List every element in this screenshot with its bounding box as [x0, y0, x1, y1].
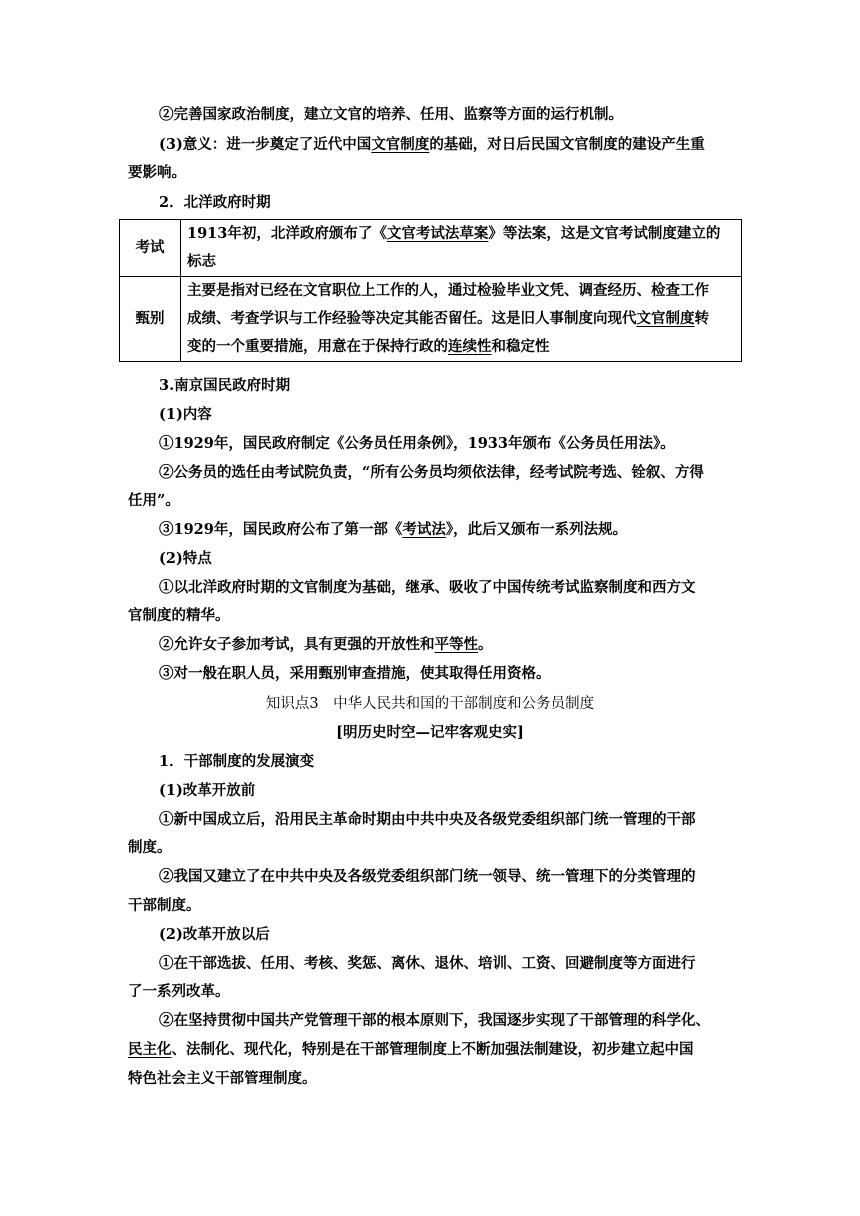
text-segment: ③1929年，国民政府公布了第一部《	[159, 521, 403, 538]
after-reform-2-line-2	[128, 1040, 694, 1060]
screening-line-3	[187, 333, 735, 361]
cadre-heading: 1．干部制度的发展演变	[159, 753, 315, 770]
exam-line-1	[187, 220, 735, 248]
table-row-screening	[120, 277, 742, 362]
table-value-exam	[181, 220, 742, 277]
significance-line-2: 要影响。	[128, 164, 186, 181]
text-segment: 1913年初，北洋政府颁布了《	[187, 225, 387, 242]
underlined-term: 文官考试法草案	[386, 225, 489, 242]
text-segment: 。	[478, 636, 493, 653]
before-reform-1-line-2: 制度。	[128, 839, 172, 856]
after-reform-heading: (2)改革开放以后	[159, 926, 270, 943]
screening-line-1: 主要是指对已经在文官职位上工作的人，通过检验毕业文凭、调查经历、检查工作	[187, 282, 709, 299]
text-segment: 和稳定性	[491, 338, 550, 355]
beiyang-heading: 2．北洋政府时期	[159, 194, 271, 211]
underlined-term: 考试法	[402, 521, 446, 538]
nanjing-feature-3: ③对一般在职人员，采用甄别审查措施，使其取得任用资格。	[159, 665, 551, 682]
before-reform-1-line-1: ①新中国成立后，沿用民主革命时期由中共中央及各级党委组织部门统一管理的干部	[159, 811, 696, 828]
knowledge-point-title: 知识点3 中华人民共和国的干部制度和公务员制度	[265, 696, 595, 712]
text-segment: 的基础，对日后民国文官制度的建设产生重	[429, 136, 705, 153]
underlined-term: 文官制度	[636, 310, 695, 327]
table-value-screening	[181, 277, 742, 362]
nanjing-features-heading: (2)特点	[159, 550, 212, 567]
text-segment: 转	[694, 310, 709, 327]
after-reform-2-line-1: ②在坚持贯彻中国共产党管理干部的根本原则下，我国逐步实现了干部管理的科学化、	[159, 1012, 710, 1029]
nanjing-feature-1-line-2: 官制度的精华。	[128, 607, 230, 624]
underlined-term: 民主化	[128, 1041, 172, 1058]
underlined-term: 连续性	[448, 338, 492, 355]
after-reform-1-line-1: ①在干部选拔、任用、考核、奖惩、离休、退休、培训、工资、回避制度等方面进行	[159, 955, 696, 972]
underlined-term: 文官制度	[371, 136, 430, 153]
text-segment: 成绩、考查学识与工作经验等决定其能否留任。这是旧人事制度向现代	[187, 310, 637, 327]
table-key-exam: 考试	[120, 220, 181, 277]
nanjing-content-2-line-1: ②公务员的选任由考试院负责，“所有公务员均须依法律，经考试院考选、铨叙、方得	[159, 464, 704, 481]
beiyang-table	[119, 219, 742, 362]
table-key-screening: 甄别	[120, 277, 181, 362]
nanjing-feature-1-line-1: ①以北洋政府时期的文官制度为基础，继承、吸收了中国传统考试监察制度和西方文	[159, 579, 696, 596]
text-segment: 》等法案，这是文官考试制度建立的	[488, 225, 721, 242]
significance-line-1	[159, 135, 705, 155]
nanjing-heading: 3.南京国民政府时期	[159, 377, 291, 394]
screening-line-2	[187, 305, 735, 333]
knowledge-point-subtitle: [明历史时空—记牢客观史实]	[336, 724, 524, 741]
text-segment: ②允许女子参加考试，具有更强的开放性和	[159, 636, 435, 653]
before-reform-2-line-1: ②我国又建立了在中共中央及各级党委组织部门统一领导、统一管理下的分类管理的	[159, 868, 696, 885]
after-reform-1-line-2: 了一系列改革。	[128, 983, 230, 1000]
exam-line-2: 标志	[187, 253, 216, 270]
before-reform-heading: (1)改革开放前	[159, 782, 256, 799]
nanjing-content-2-line-2: 任用”。	[128, 492, 180, 509]
text-segment: (3)意义：进一步奠定了近代中国	[159, 136, 372, 153]
wenguan-item-2: ②完善国家政治制度，建立文官的培养、任用、监察等方面的运行机制。	[159, 106, 623, 123]
text-segment: 》，此后又颁布一系列法规。	[445, 521, 628, 538]
text-segment: 、法制化、现代化，特别是在干部管理制度上不断加强法制建设，初步建立起中国	[171, 1041, 694, 1058]
after-reform-2-line-3: 特色社会主义干部管理制度。	[128, 1070, 317, 1087]
table-row-exam	[120, 220, 742, 277]
text-segment: 变的一个重要措施，用意在于保持行政的	[187, 338, 448, 355]
nanjing-content-heading: (1)内容	[159, 406, 212, 423]
before-reform-2-line-2: 干部制度。	[128, 897, 201, 914]
nanjing-feature-2	[159, 635, 493, 655]
nanjing-content-3	[159, 520, 627, 540]
nanjing-content-1: ①1929年，国民政府制定《公务员任用条例》，1933年颁布《公务员任用法》。	[159, 435, 675, 452]
underlined-term: 平等性	[434, 636, 478, 653]
